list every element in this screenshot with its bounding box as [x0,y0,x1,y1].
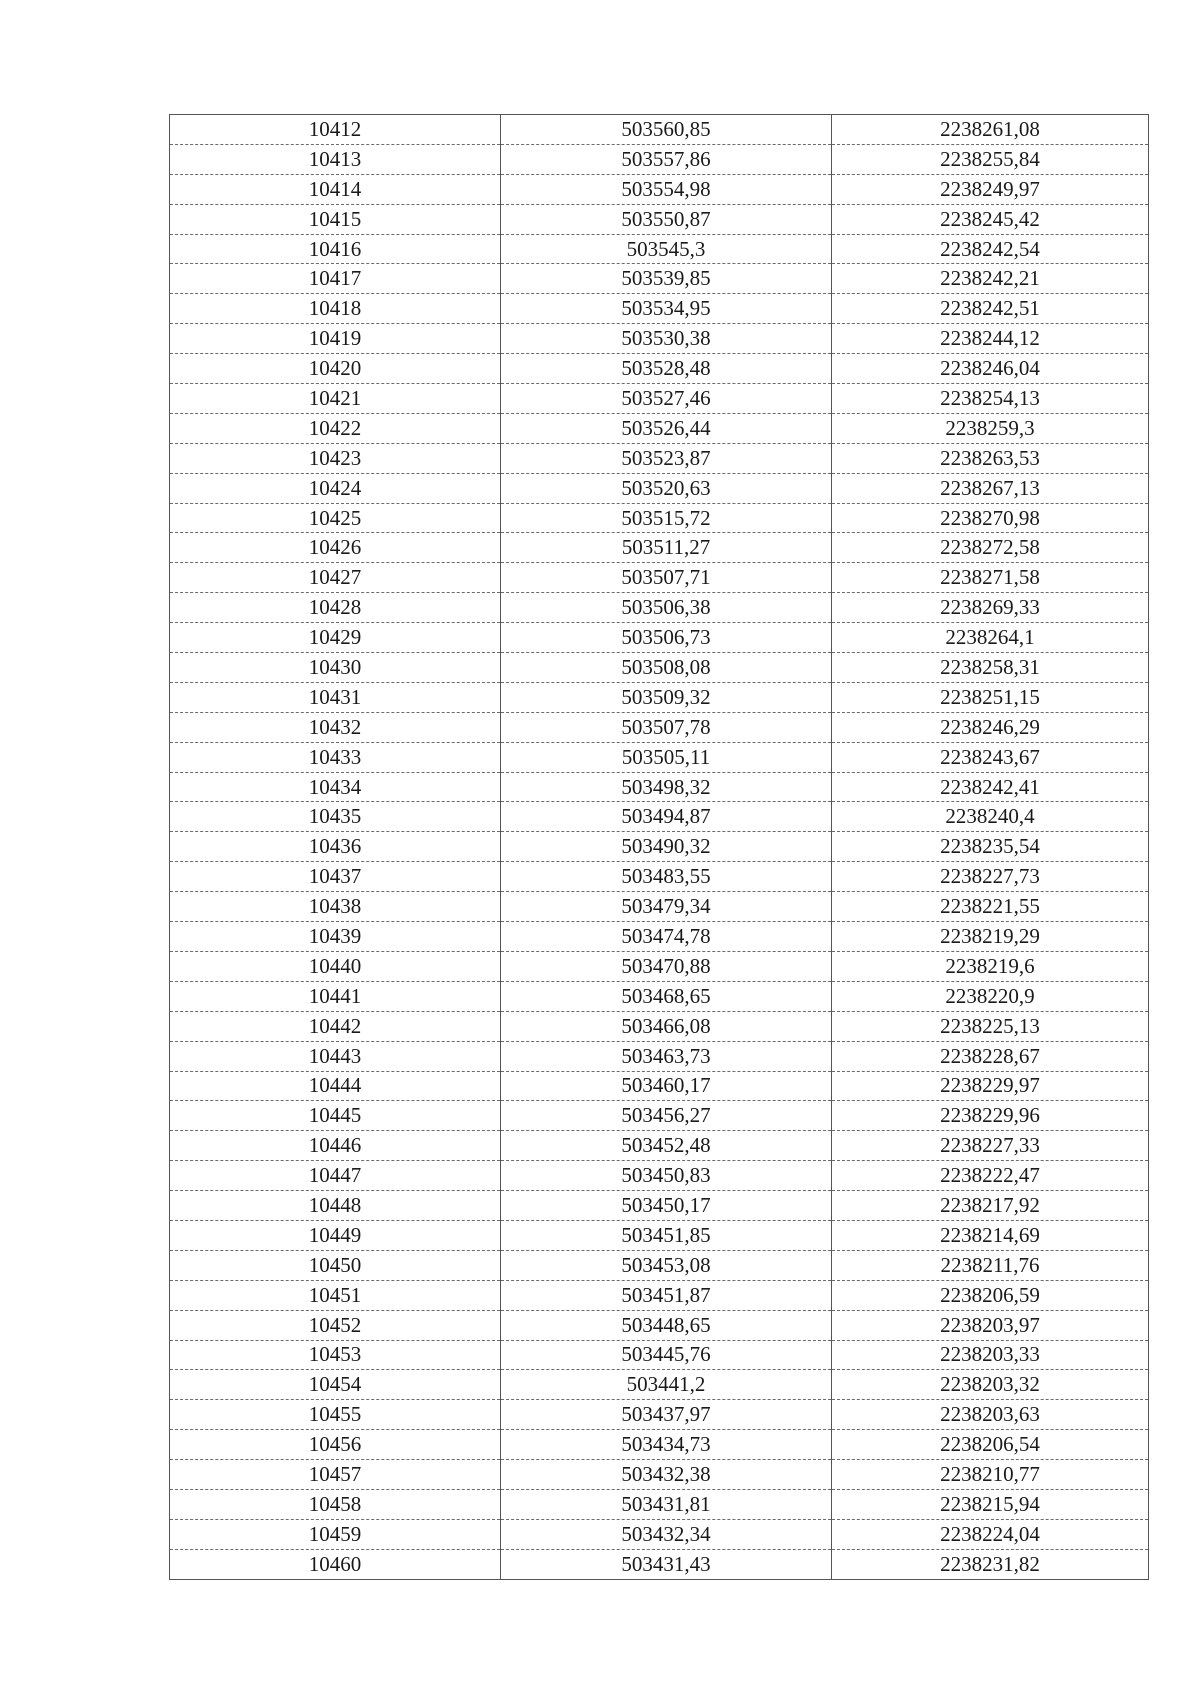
x-coordinate-cell: 503463,73 [501,1041,832,1071]
x-coordinate-cell: 503437,97 [501,1400,832,1430]
x-coordinate-cell: 503554,98 [501,174,832,204]
x-coordinate-cell: 503452,48 [501,1131,832,1161]
x-coordinate-cell: 503460,17 [501,1071,832,1101]
table-row [170,682,1149,712]
point-number-cell: 10447 [170,1161,501,1191]
x-coordinate-cell: 503511,27 [501,533,832,563]
y-coordinate-cell: 2238242,54 [832,234,1149,264]
table-row [170,443,1149,473]
point-number-cell: 10424 [170,473,501,503]
point-number-cell: 10459 [170,1519,501,1549]
coordinates-table [169,114,1149,1580]
y-coordinate-cell: 2238243,67 [832,742,1149,772]
y-coordinate-cell: 2238271,58 [832,563,1149,593]
y-coordinate-cell: 2238214,69 [832,1220,1149,1250]
point-number-cell: 10428 [170,593,501,623]
table-row [170,1131,1149,1161]
y-coordinate-cell: 2238263,53 [832,443,1149,473]
x-coordinate-cell: 503470,88 [501,951,832,981]
point-number-cell: 10430 [170,653,501,683]
x-coordinate-cell: 503507,78 [501,712,832,742]
point-number-cell: 10445 [170,1101,501,1131]
y-coordinate-cell: 2238246,29 [832,712,1149,742]
y-coordinate-cell: 2238220,9 [832,981,1149,1011]
y-coordinate-cell: 2238258,31 [832,653,1149,683]
y-coordinate-cell: 2238267,13 [832,473,1149,503]
x-coordinate-cell: 503490,32 [501,832,832,862]
point-number-cell: 10415 [170,204,501,234]
table-row [170,473,1149,503]
y-coordinate-cell: 2238270,98 [832,503,1149,533]
table-row [170,324,1149,354]
x-coordinate-cell: 503445,76 [501,1340,832,1370]
table-row [170,653,1149,683]
point-number-cell: 10420 [170,354,501,384]
point-number-cell: 10455 [170,1400,501,1430]
x-coordinate-cell: 503508,08 [501,653,832,683]
table-row [170,503,1149,533]
table-row [170,892,1149,922]
point-number-cell: 10439 [170,922,501,952]
x-coordinate-cell: 503557,86 [501,144,832,174]
x-coordinate-cell: 503450,17 [501,1191,832,1221]
y-coordinate-cell: 2238272,58 [832,533,1149,563]
coordinates-table-body [170,115,1149,1580]
point-number-cell: 10414 [170,174,501,204]
table-row [170,1489,1149,1519]
table-row [170,1161,1149,1191]
y-coordinate-cell: 2238249,97 [832,174,1149,204]
y-coordinate-cell: 2238235,54 [832,832,1149,862]
y-coordinate-cell: 2238259,3 [832,413,1149,443]
table-row [170,1041,1149,1071]
table-row [170,1280,1149,1310]
y-coordinate-cell: 2238255,84 [832,144,1149,174]
x-coordinate-cell: 503560,85 [501,115,832,145]
table-row [170,712,1149,742]
x-coordinate-cell: 503506,38 [501,593,832,623]
point-number-cell: 10458 [170,1489,501,1519]
point-number-cell: 10434 [170,772,501,802]
point-number-cell: 10419 [170,324,501,354]
y-coordinate-cell: 2238242,21 [832,264,1149,294]
point-number-cell: 10444 [170,1071,501,1101]
y-coordinate-cell: 2238203,97 [832,1310,1149,1340]
y-coordinate-cell: 2238246,04 [832,354,1149,384]
y-coordinate-cell: 2238219,6 [832,951,1149,981]
table-row [170,144,1149,174]
y-coordinate-cell: 2238254,13 [832,384,1149,414]
x-coordinate-cell: 503528,48 [501,354,832,384]
y-coordinate-cell: 2238203,32 [832,1370,1149,1400]
table-row [170,115,1149,145]
y-coordinate-cell: 2238217,92 [832,1191,1149,1221]
x-coordinate-cell: 503479,34 [501,892,832,922]
y-coordinate-cell: 2238240,4 [832,802,1149,832]
table-row [170,413,1149,443]
y-coordinate-cell: 2238203,63 [832,1400,1149,1430]
x-coordinate-cell: 503448,65 [501,1310,832,1340]
point-number-cell: 10433 [170,742,501,772]
x-coordinate-cell: 503515,72 [501,503,832,533]
x-coordinate-cell: 503474,78 [501,922,832,952]
table-row [170,832,1149,862]
point-number-cell: 10436 [170,832,501,862]
y-coordinate-cell: 2238225,13 [832,1011,1149,1041]
point-number-cell: 10451 [170,1280,501,1310]
x-coordinate-cell: 503550,87 [501,204,832,234]
point-number-cell: 10426 [170,533,501,563]
y-coordinate-cell: 2238210,77 [832,1460,1149,1490]
y-coordinate-cell: 2238244,12 [832,324,1149,354]
y-coordinate-cell: 2238206,54 [832,1430,1149,1460]
point-number-cell: 10437 [170,862,501,892]
table-row [170,1011,1149,1041]
x-coordinate-cell: 503431,43 [501,1549,832,1579]
table-row [170,1071,1149,1101]
table-row [170,234,1149,264]
point-number-cell: 10441 [170,981,501,1011]
table-row [170,204,1149,234]
y-coordinate-cell: 2238224,04 [832,1519,1149,1549]
table-row [170,533,1149,563]
x-coordinate-cell: 503456,27 [501,1101,832,1131]
table-row [170,174,1149,204]
table-row [170,802,1149,832]
table-row [170,1370,1149,1400]
y-coordinate-cell: 2238231,82 [832,1549,1149,1579]
y-coordinate-cell: 2238228,67 [832,1041,1149,1071]
point-number-cell: 10432 [170,712,501,742]
point-number-cell: 10422 [170,413,501,443]
point-number-cell: 10450 [170,1250,501,1280]
y-coordinate-cell: 2238215,94 [832,1489,1149,1519]
point-number-cell: 10449 [170,1220,501,1250]
point-number-cell: 10448 [170,1191,501,1221]
point-number-cell: 10452 [170,1310,501,1340]
point-number-cell: 10431 [170,682,501,712]
table-row [170,742,1149,772]
x-coordinate-cell: 503441,2 [501,1370,832,1400]
x-coordinate-cell: 503539,85 [501,264,832,294]
x-coordinate-cell: 503507,71 [501,563,832,593]
point-number-cell: 10416 [170,234,501,264]
point-number-cell: 10438 [170,892,501,922]
point-number-cell: 10413 [170,144,501,174]
y-coordinate-cell: 2238229,97 [832,1071,1149,1101]
x-coordinate-cell: 503498,32 [501,772,832,802]
point-number-cell: 10460 [170,1549,501,1579]
y-coordinate-cell: 2238221,55 [832,892,1149,922]
x-coordinate-cell: 503506,73 [501,623,832,653]
table-row [170,1340,1149,1370]
table-row [170,981,1149,1011]
y-coordinate-cell: 2238203,33 [832,1340,1149,1370]
point-number-cell: 10435 [170,802,501,832]
point-number-cell: 10456 [170,1430,501,1460]
point-number-cell: 10446 [170,1131,501,1161]
table-row [170,1430,1149,1460]
table-row [170,1400,1149,1430]
x-coordinate-cell: 503451,87 [501,1280,832,1310]
table-row [170,1101,1149,1131]
table-row [170,1250,1149,1280]
table-row [170,922,1149,952]
point-number-cell: 10457 [170,1460,501,1490]
x-coordinate-cell: 503451,85 [501,1220,832,1250]
table-row [170,1191,1149,1221]
point-number-cell: 10454 [170,1370,501,1400]
x-coordinate-cell: 503450,83 [501,1161,832,1191]
table-row [170,354,1149,384]
y-coordinate-cell: 2238261,08 [832,115,1149,145]
y-coordinate-cell: 2238211,76 [832,1250,1149,1280]
table-row [170,772,1149,802]
x-coordinate-cell: 503523,87 [501,443,832,473]
table-row [170,294,1149,324]
point-number-cell: 10443 [170,1041,501,1071]
y-coordinate-cell: 2238251,15 [832,682,1149,712]
x-coordinate-cell: 503530,38 [501,324,832,354]
y-coordinate-cell: 2238264,1 [832,623,1149,653]
y-coordinate-cell: 2238227,73 [832,862,1149,892]
x-coordinate-cell: 503509,32 [501,682,832,712]
table-row [170,951,1149,981]
y-coordinate-cell: 2238242,41 [832,772,1149,802]
x-coordinate-cell: 503432,34 [501,1519,832,1549]
point-number-cell: 10417 [170,264,501,294]
y-coordinate-cell: 2238222,47 [832,1161,1149,1191]
point-number-cell: 10429 [170,623,501,653]
table-row [170,384,1149,414]
point-number-cell: 10418 [170,294,501,324]
point-number-cell: 10412 [170,115,501,145]
y-coordinate-cell: 2238219,29 [832,922,1149,952]
point-number-cell: 10440 [170,951,501,981]
table-row [170,1460,1149,1490]
table-row [170,1220,1149,1250]
point-number-cell: 10425 [170,503,501,533]
table-row [170,623,1149,653]
table-row [170,563,1149,593]
x-coordinate-cell: 503466,08 [501,1011,832,1041]
table-row [170,264,1149,294]
table-row [170,1310,1149,1340]
x-coordinate-cell: 503468,65 [501,981,832,1011]
x-coordinate-cell: 503545,3 [501,234,832,264]
table-row [170,1549,1149,1579]
x-coordinate-cell: 503453,08 [501,1250,832,1280]
y-coordinate-cell: 2238227,33 [832,1131,1149,1161]
x-coordinate-cell: 503432,38 [501,1460,832,1490]
point-number-cell: 10421 [170,384,501,414]
y-coordinate-cell: 2238245,42 [832,204,1149,234]
table-row [170,862,1149,892]
y-coordinate-cell: 2238229,96 [832,1101,1149,1131]
y-coordinate-cell: 2238242,51 [832,294,1149,324]
point-number-cell: 10453 [170,1340,501,1370]
y-coordinate-cell: 2238269,33 [832,593,1149,623]
point-number-cell: 10423 [170,443,501,473]
table-row [170,593,1149,623]
x-coordinate-cell: 503520,63 [501,473,832,503]
point-number-cell: 10427 [170,563,501,593]
x-coordinate-cell: 503494,87 [501,802,832,832]
point-number-cell: 10442 [170,1011,501,1041]
x-coordinate-cell: 503534,95 [501,294,832,324]
x-coordinate-cell: 503434,73 [501,1430,832,1460]
x-coordinate-cell: 503527,46 [501,384,832,414]
x-coordinate-cell: 503505,11 [501,742,832,772]
x-coordinate-cell: 503526,44 [501,413,832,443]
table-row [170,1519,1149,1549]
x-coordinate-cell: 503483,55 [501,862,832,892]
y-coordinate-cell: 2238206,59 [832,1280,1149,1310]
x-coordinate-cell: 503431,81 [501,1489,832,1519]
